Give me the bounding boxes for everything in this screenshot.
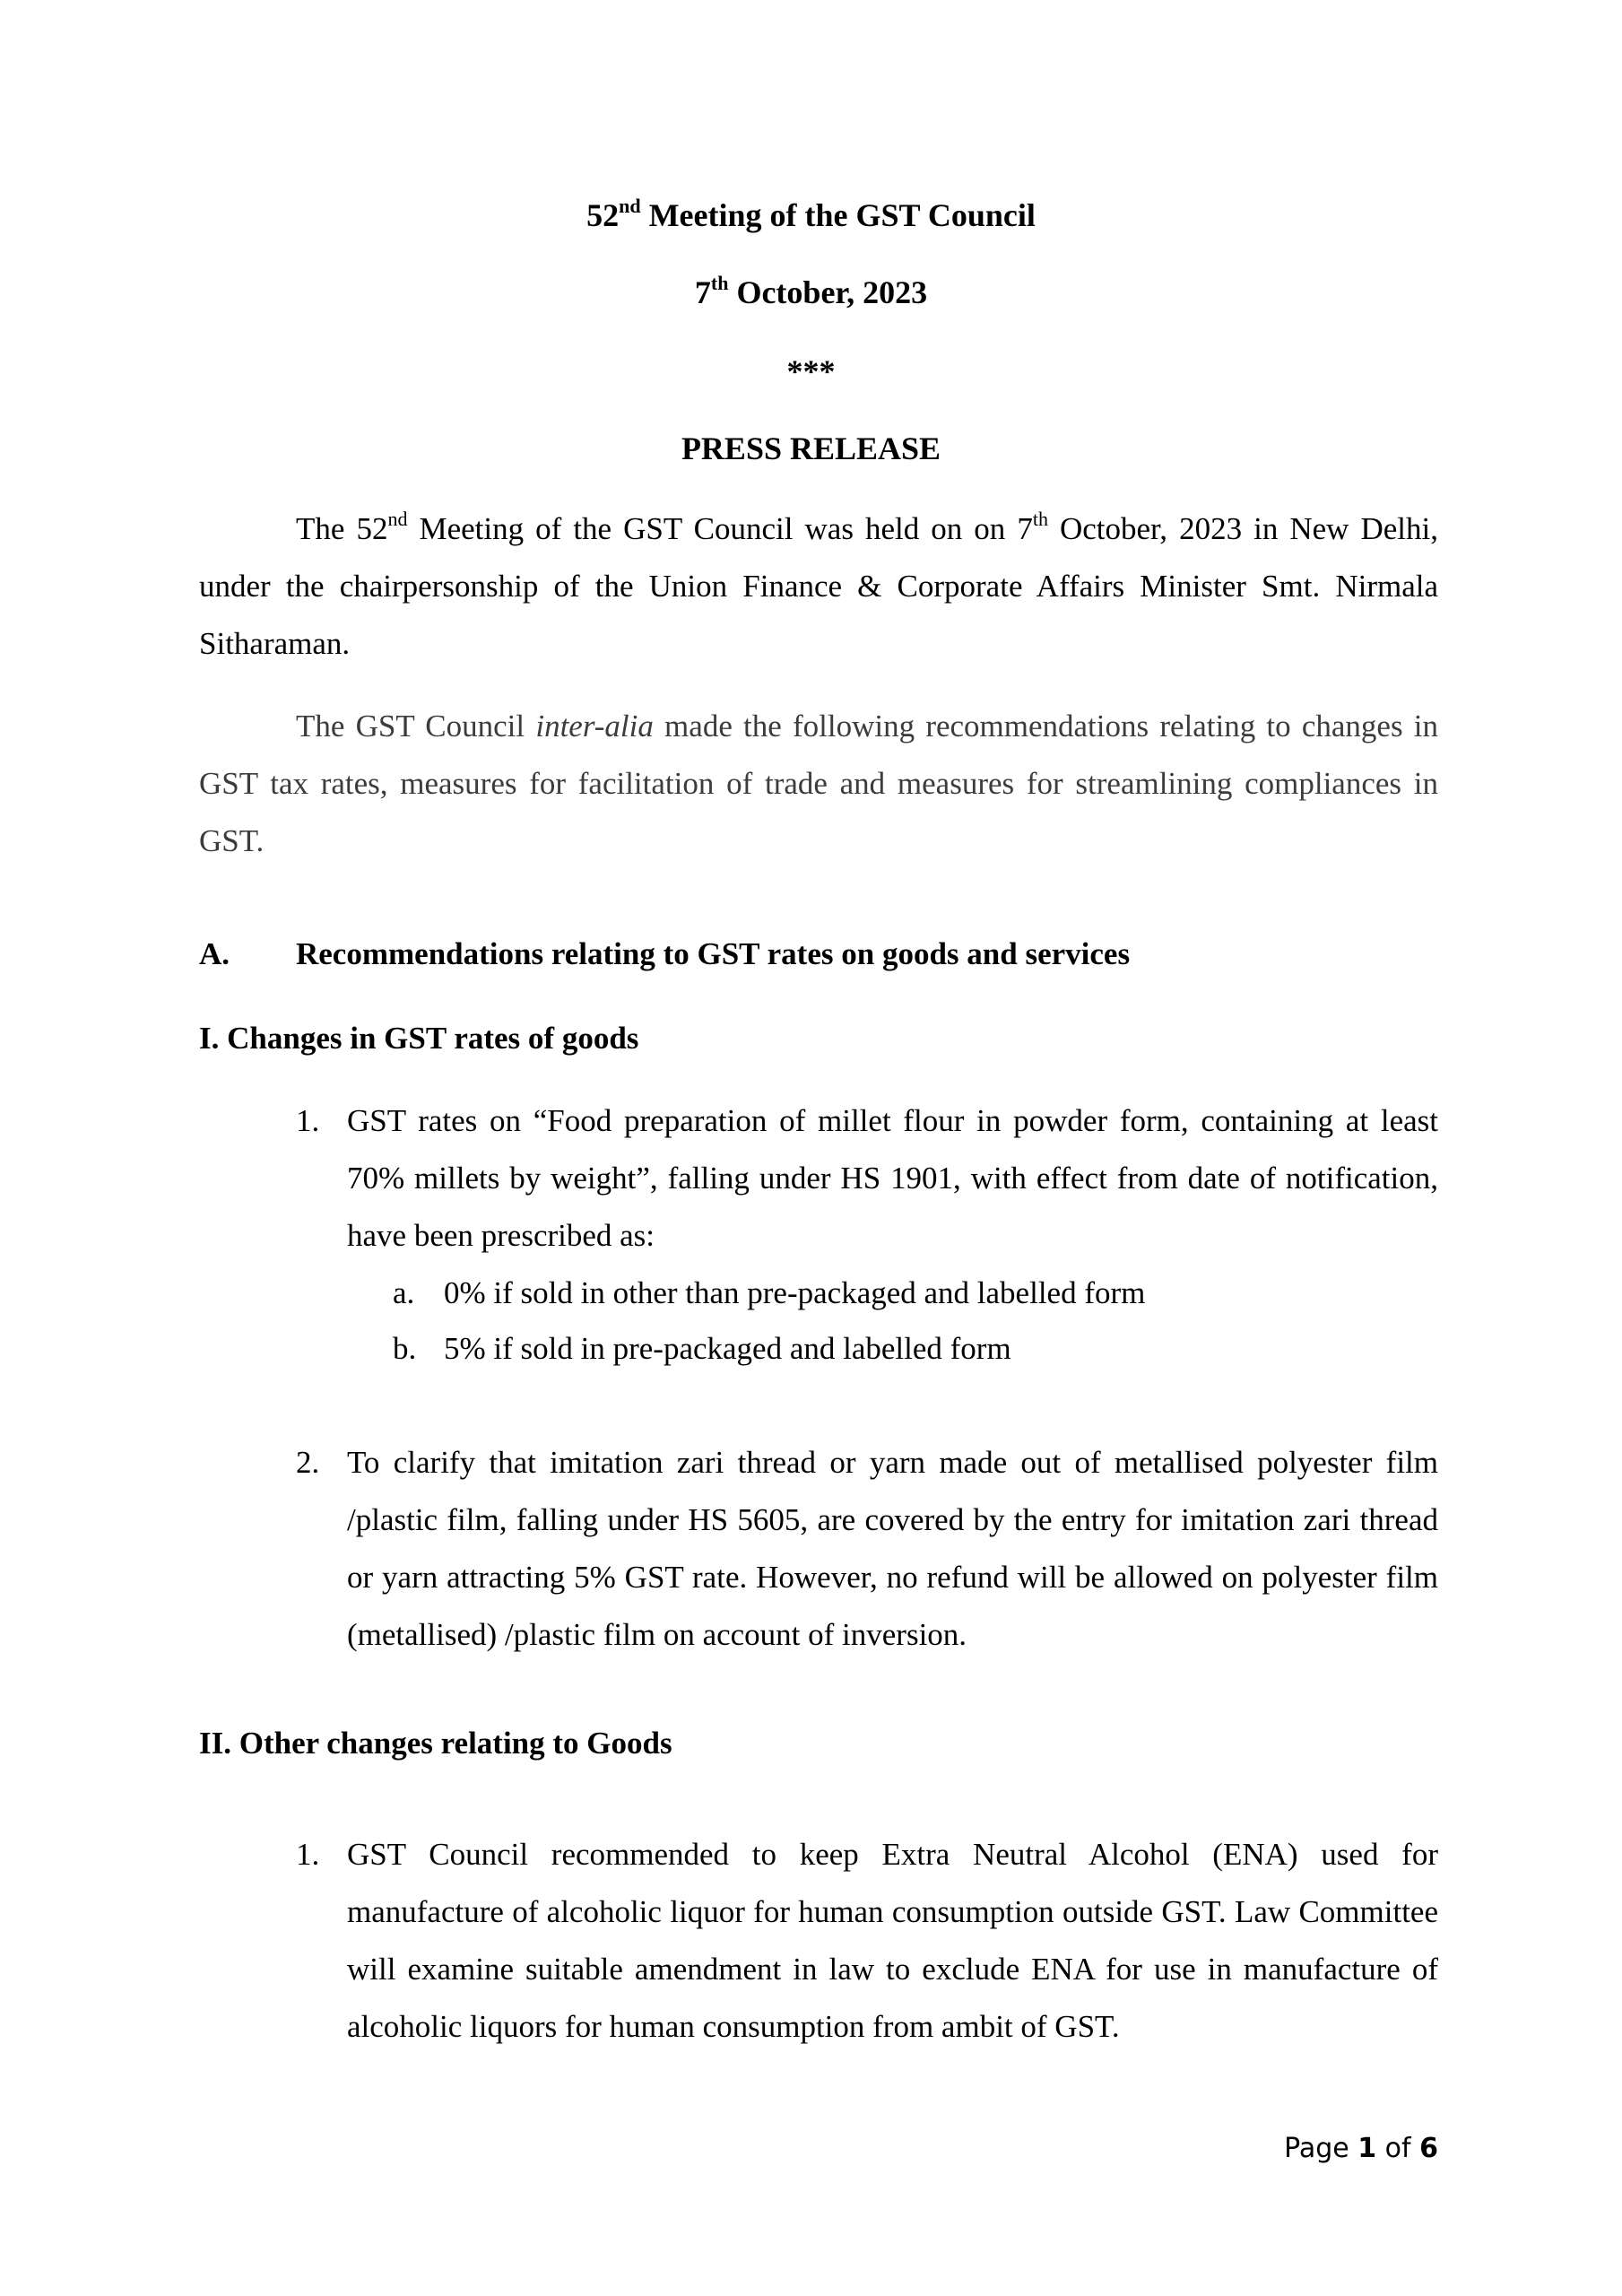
intro-paragraph-2: The GST Council inter-alia made the following recommendations relating to changes in GST tax rates, measures for facilitation of trade and measures for streamlining compliances in GST. <box>199 709 1438 858</box>
list-item-text: To clarify that imitation zari thread or yarn made out of metallised polyester film /plastic film, falling under HS 5605, are covered by the entry for imitation zari thread or yarn attracting 5% GST rate. However, no refund will be allowed on polyester film (metallised) /plastic film on account of inversion. <box>347 1445 1438 1652</box>
list-item-text: GST Council recommended to keep Extra Neutral Alcohol (ENA) used for manufacture of alcoholic liquor for human consumption outside GST. Law Committee will examine suitable amendment in law to exclude ENA for use in manufacture of alcoholic liquors for human consumption from ambit of GST. <box>347 1837 1438 2044</box>
meeting-title: 52nd Meeting of the GST Council <box>586 195 1036 233</box>
page-number: Page 1 of 6 <box>1284 2133 1438 2164</box>
section-a-label: A. <box>199 936 230 971</box>
intro-paragraph-1: The 52nd Meeting of the GST Council was held on on 7th October, 2023 in New Delhi, under the chairpersonship of the Union Finance & Corporate Affairs Minister Smt. Nirmala Sitharaman. <box>199 508 1438 661</box>
sub-list-item: b. 5% if sold in pre-packaged and labelled form <box>393 1331 1011 1366</box>
list-item <box>296 1826 1438 2056</box>
list-item-number: 1. <box>296 1103 320 1138</box>
list-item-number: 1. <box>296 1837 320 1872</box>
meeting-date: 7th October, 2023 <box>694 272 928 310</box>
section-a-title: Recommendations relating to GST rates on goods and services <box>296 936 1131 971</box>
list-item <box>296 1092 1438 1265</box>
title-separator: *** <box>786 353 836 389</box>
section-i-title: I. Changes in GST rates of goods <box>199 1021 639 1056</box>
section-ii-title: II. Other changes relating to Goods <box>199 1726 672 1761</box>
list-item-text: GST rates on “Food preparation of millet flour in powder form, containing at least 70% millets by weight”, falling under HS 1901, with effect from date of notification, have been prescribed as: <box>347 1103 1438 1253</box>
press-release-heading: PRESS RELEASE <box>681 430 941 466</box>
list-item-number: 2. <box>296 1445 320 1480</box>
list-item <box>296 1434 1438 1664</box>
sub-list-item: a. 0% if sold in other than pre-packaged and labelled form <box>393 1275 1146 1310</box>
